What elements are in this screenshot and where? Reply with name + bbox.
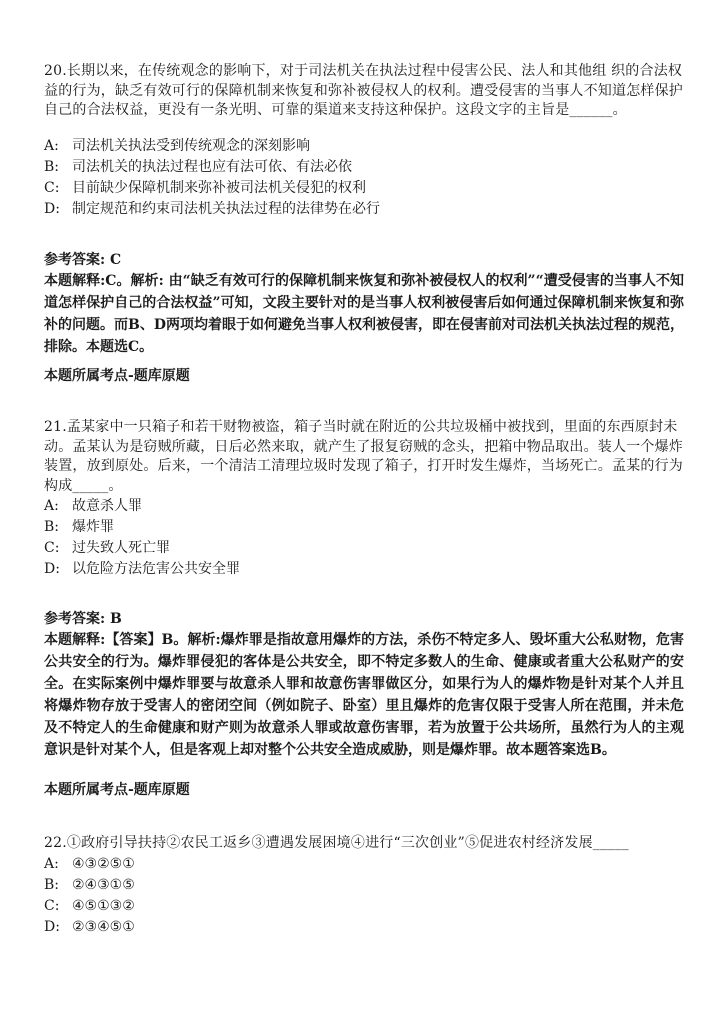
question-20 (44, 62, 684, 121)
question-21 (44, 418, 684, 496)
option-b (44, 517, 684, 538)
question-21-options (44, 496, 684, 580)
option-text: 司法机关执法受到传统观念的深刻影响 (72, 138, 310, 154)
option-key: C: (44, 540, 60, 556)
topic-label: 本题所属考点-题库原题 (44, 368, 190, 384)
topic-20 (44, 366, 684, 386)
question-stem: 21.孟某家中一只箱子和若干财物被盗，箱子当时就在附近的公共垃圾桶中被找到，里面的东西原封未动。孟某认为是窃贼所藏，日后必然来取，就产生了报复窃贼的念头，把箱中物品取出。装人一个爆炸装置，放到原处。后来，一个清洁工清理垃圾时发现了箱子，打开时发生爆炸，当场死亡。孟某的行为构成_____。 (44, 419, 683, 494)
option-text: 故意杀人罪 (72, 498, 142, 514)
option-c (44, 896, 684, 917)
option-key: D: (44, 201, 60, 217)
option-c (44, 178, 684, 199)
option-text: ④③②⑤① (72, 856, 135, 872)
option-d (44, 559, 684, 580)
topic-21 (44, 780, 684, 800)
option-d (44, 917, 684, 938)
option-a (44, 136, 684, 157)
option-text: 过失致人死亡罪 (72, 540, 170, 556)
option-a (44, 854, 684, 875)
question-22-options (44, 854, 684, 938)
question-20-options (44, 136, 684, 220)
question-22 (44, 834, 684, 854)
option-text: 制定规范和约束司法机关执法过程的法律势在必行 (72, 201, 380, 217)
option-d (44, 199, 684, 220)
option-text: ④⑤①③② (72, 898, 135, 914)
option-key: B: (44, 519, 60, 535)
question-stem: 20.长期以来，在传统观念的影响下，对于司法机关在执法过程中侵害公民、法人和其他组 织的合法权益的行为，缺乏有效可行的保障机制来恢复和弥补被侵权人的权利。遭受侵害的当事人不知道怎样保护自己的合法权益，更没有一条光明、可靠的渠道来支持这种保护。这段文字的主旨是______。 (44, 63, 683, 118)
option-key: A: (44, 856, 59, 872)
option-text: 司法机关的执法过程也应有法可依、有法必依 (72, 159, 352, 175)
option-text: ②③④⑤① (72, 919, 135, 935)
answer-21 (44, 609, 684, 761)
option-key: C: (44, 898, 60, 914)
option-key: B: (44, 159, 60, 175)
option-key: A: (44, 138, 59, 154)
option-key: B: (44, 877, 60, 893)
option-b (44, 157, 684, 178)
option-b (44, 875, 684, 896)
explanation: 本题解释:C。解析: 由“缺乏有效可行的保障机制来恢复和弥补被侵权人的权利”“遭受侵害的当事人不知道怎样保护自己的合法权益”可知，文段主要针对的是当事人权利被侵害后如何通过保障机制来恢复和弥补的问题。而B、D两项均着眼于如何避免当事人权利被侵害，即在侵害前对司法机关执法过程的规范，排除。本题选C。 (44, 273, 684, 355)
option-key: C: (44, 180, 60, 196)
option-text: 爆炸罪 (72, 519, 114, 535)
question-stem: 22.①政府引导扶持②农民工返乡③遭遇发展困境④进行“三次创业”⑤促进农村经济发展_____ (44, 835, 629, 851)
option-key: A: (44, 498, 59, 514)
option-key: D: (44, 919, 60, 935)
topic-label: 本题所属考点-题库原题 (44, 782, 190, 798)
option-a (44, 496, 684, 517)
option-text: 目前缺少保障机制来弥补被司法机关侵犯的权利 (72, 180, 366, 196)
option-c (44, 538, 684, 559)
option-text: ②④③①⑤ (72, 877, 135, 893)
answer-label: 参考答案: B (44, 611, 122, 627)
answer-label: 参考答案: C (44, 252, 122, 268)
option-text: 以危险方法危害公共安全罪 (72, 561, 240, 577)
explanation: 本题解释:【答案】B。解析:爆炸罪是指故意用爆炸的方法，杀伤不特定多人、毁坏重大公私财物，危害公共安全的行为。爆炸罪侵犯的客体是公共安全，即不特定多数人的生命、健康或者重大公私财产的安全。在实际案例中爆炸罪要与故意杀人罪和故意伤害罪做区分，如果行为人的爆炸物是针对某个人并且将爆炸物存放于受害人的密闭空间（例如院子、卧室）里且爆炸的危害仅限于受害人所在范围，并未危及不特定人的生命健康和财产则为故意杀人罪或故意伤害罪，若为放置于公共场所，虽然行为人的主观意识是针对某个人，但是客观上却对整个公共安全造成威胁，则是爆炸罪。故本题答案选B。 (44, 632, 684, 758)
option-key: D: (44, 561, 60, 577)
answer-20 (44, 250, 684, 358)
